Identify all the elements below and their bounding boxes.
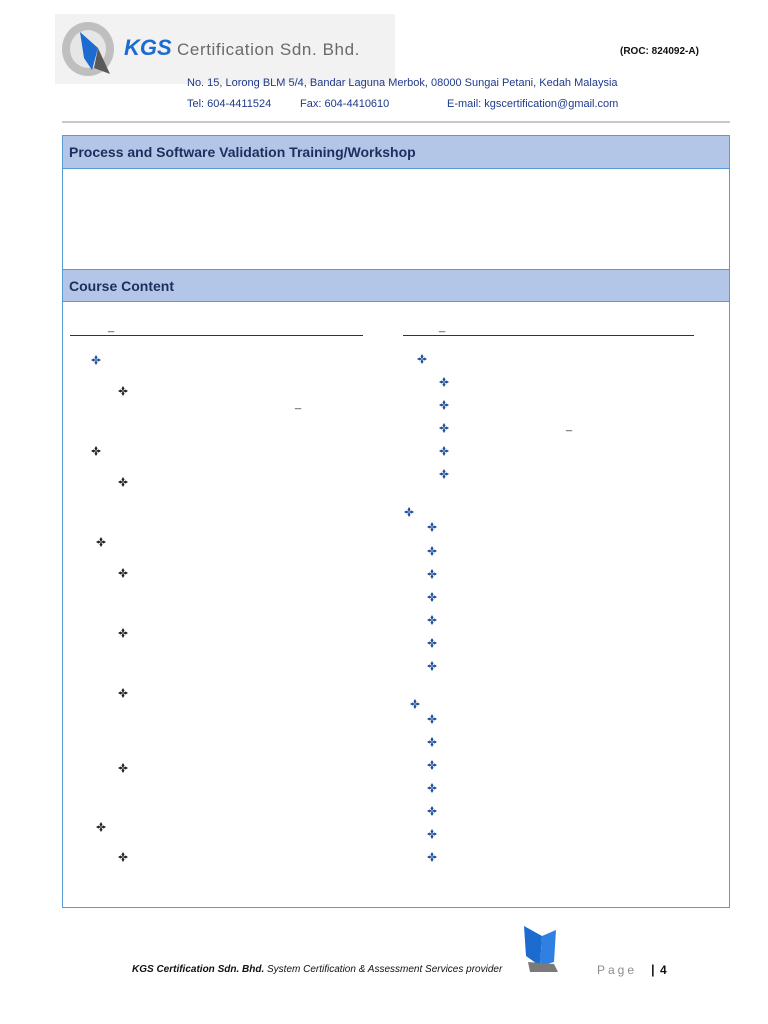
bullet-icon: [427, 760, 437, 770]
footer-logo: [520, 922, 560, 974]
bullet-icon: [96, 822, 106, 832]
bullet-icon: [427, 546, 437, 556]
bullet-icon: [439, 469, 449, 479]
bullet-icon: [439, 377, 449, 387]
bullet-icon: [427, 852, 437, 862]
tel: Tel: 604-4411524: [187, 98, 272, 110]
email: E-mail: kgscertification@gmail.com: [447, 98, 619, 110]
bullet-icon: [427, 522, 437, 532]
bullet-icon: [427, 569, 437, 579]
bullet-icon: [118, 568, 128, 578]
bullet-icon: [439, 446, 449, 456]
company-address: No. 15, Lorong BLM 5/4, Bandar Laguna Merbok, 08000 Sungai Petani, Kedah Malaysia: [187, 77, 618, 89]
page-number: 4: [660, 963, 667, 977]
bullet-icon: [439, 400, 449, 410]
bullet-icon: [417, 354, 427, 364]
bullet-icon: [427, 737, 437, 747]
training-title: Process and Software Validation Training/Workshop: [63, 136, 729, 169]
right-mid-dash: _: [566, 420, 573, 432]
bullet-icon: [427, 592, 437, 602]
page-separator: |: [651, 962, 655, 977]
bullet-icon: [439, 423, 449, 433]
footer-company: KGS Certification Sdn. Bhd.: [132, 964, 265, 975]
left-column-rule: [70, 335, 363, 336]
bullet-icon: [91, 446, 101, 456]
bullet-icon: [427, 806, 437, 816]
right-dash: _: [439, 321, 446, 333]
footer-text: [132, 964, 502, 975]
bullet-icon: [427, 829, 437, 839]
bullet-icon: [427, 714, 437, 724]
bullet-icon: [427, 638, 437, 648]
bullet-icon: [427, 615, 437, 625]
bullet-icon: [404, 507, 414, 517]
bullet-icon: [96, 537, 106, 547]
company-logo: [58, 18, 122, 80]
bullet-icon: [118, 763, 128, 773]
bullet-icon: [118, 628, 128, 638]
page-label: Page: [597, 963, 638, 977]
bullet-icon: [118, 477, 128, 487]
company-name: [124, 35, 360, 61]
bullet-icon: [91, 355, 101, 365]
bullet-icon: [410, 699, 420, 709]
header-divider: [62, 121, 730, 123]
bullet-icon: [118, 852, 128, 862]
bullet-icon: [118, 386, 128, 396]
bullet-icon: [427, 783, 437, 793]
roc-number: (ROC: 824092-A): [620, 46, 699, 57]
company-rest: Certification Sdn. Bhd.: [177, 40, 360, 59]
left-mid-dash: _: [295, 398, 302, 410]
bullet-icon: [427, 661, 437, 671]
content-box: [62, 135, 730, 908]
left-dash: _: [108, 321, 115, 333]
company-short: KGS: [124, 35, 172, 60]
right-column-rule: [403, 335, 694, 336]
bullet-icon: [118, 688, 128, 698]
fax: Fax: 604-4410610: [300, 98, 390, 110]
course-content-title: Course Content: [63, 269, 729, 302]
footer-tagline: System Certification & Assessment Services provider: [264, 964, 503, 975]
